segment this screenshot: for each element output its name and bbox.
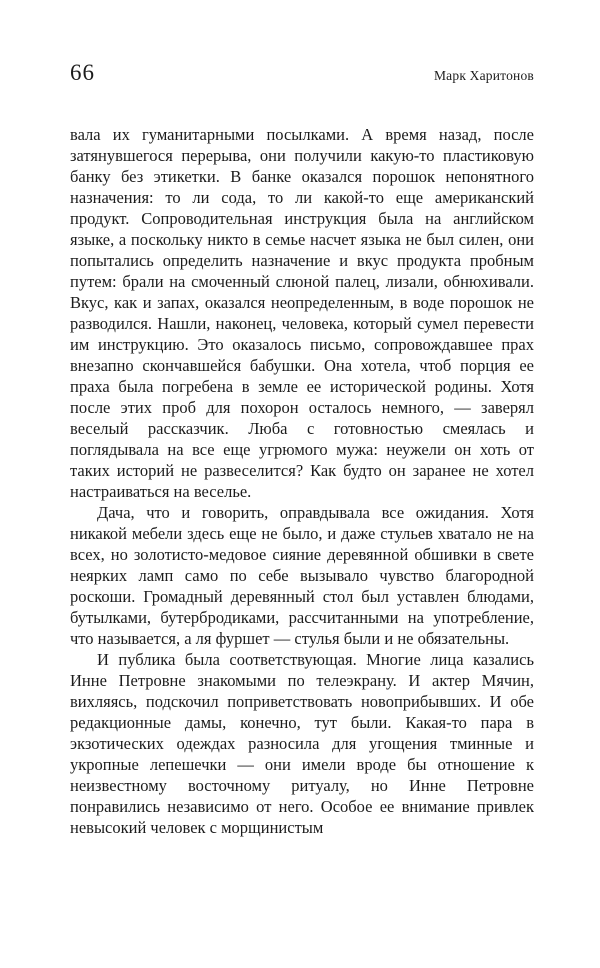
paragraph-continuation: вала их гуманитарными посылками. А время назад, после затянувшегося перерыва, они получили какую-то пластиковую банку без этикетки. В банке оказался порошок непонятного назначения: то ли сода, то ли какой-то еще американский продукт. Сопроводительная инструкция была на английском языке, а поскольку никто в семье насчет языка не был силен, они попытались определить назначение и вкус продукта пробным путем: брали на смоченный слюной палец, лизали, обнюхивали. Вкус, как и запах, оказался неопределенным, в воде порошок не разводился. Нашли, наконец, человека, который сумел перевести им инструкцию. Это оказалось письмо, сопровождавшее прах внезапно скончавшейся бабушки. Она хотела, чтоб порция ее праха была погребена в земле ее исторической родины. Хотя после этих проб для похорон осталось немного, — заверял веселый рассказчик. Люба с готовностью смеялась и поглядывала на все еще угрюмого мужа: неужели он хоть от таких историй не развеселится? Как будто он заранее не хотел настраиваться на веселье. xyxy=(70,125,534,501)
body-text xyxy=(70,124,534,838)
page-header xyxy=(70,60,534,86)
paragraph: Дача, что и говорить, оправдывала все ожидания. Хотя никакой мебели здесь еще не было, и даже стульев хватало не на всех, но золотисто-медовое сияние деревянной обшивки в свете неярких ламп само по себе вызывало чувство благородной роскоши. Громадный деревянный стол был уставлен блюдами, бутылками, бутербродиками, рассчитанными на употребление, что называется, а ля фуршет — стулья были и не обязательны. xyxy=(70,503,534,648)
paragraph: И публика была соответствующая. Многие лица казались Инне Петровне знакомыми по телеэкрану. И актер Мячин, вихляясь, подскочил поприветствовать новоприбывших. И обе редакционные дамы, конечно, тут были. Какая-то пара в экзотических одеждах разносила для угощения тминные и укропные лепешечки — они имели вроде бы отношение к неизвестному восточному ритуалу, но Инне Петровне понравились независимо от него. Особое ее внимание привлек невысокий человек с морщинистым xyxy=(70,650,534,837)
page-number: 66 xyxy=(70,60,95,85)
author-name: Марк Харитонов xyxy=(433,68,534,83)
